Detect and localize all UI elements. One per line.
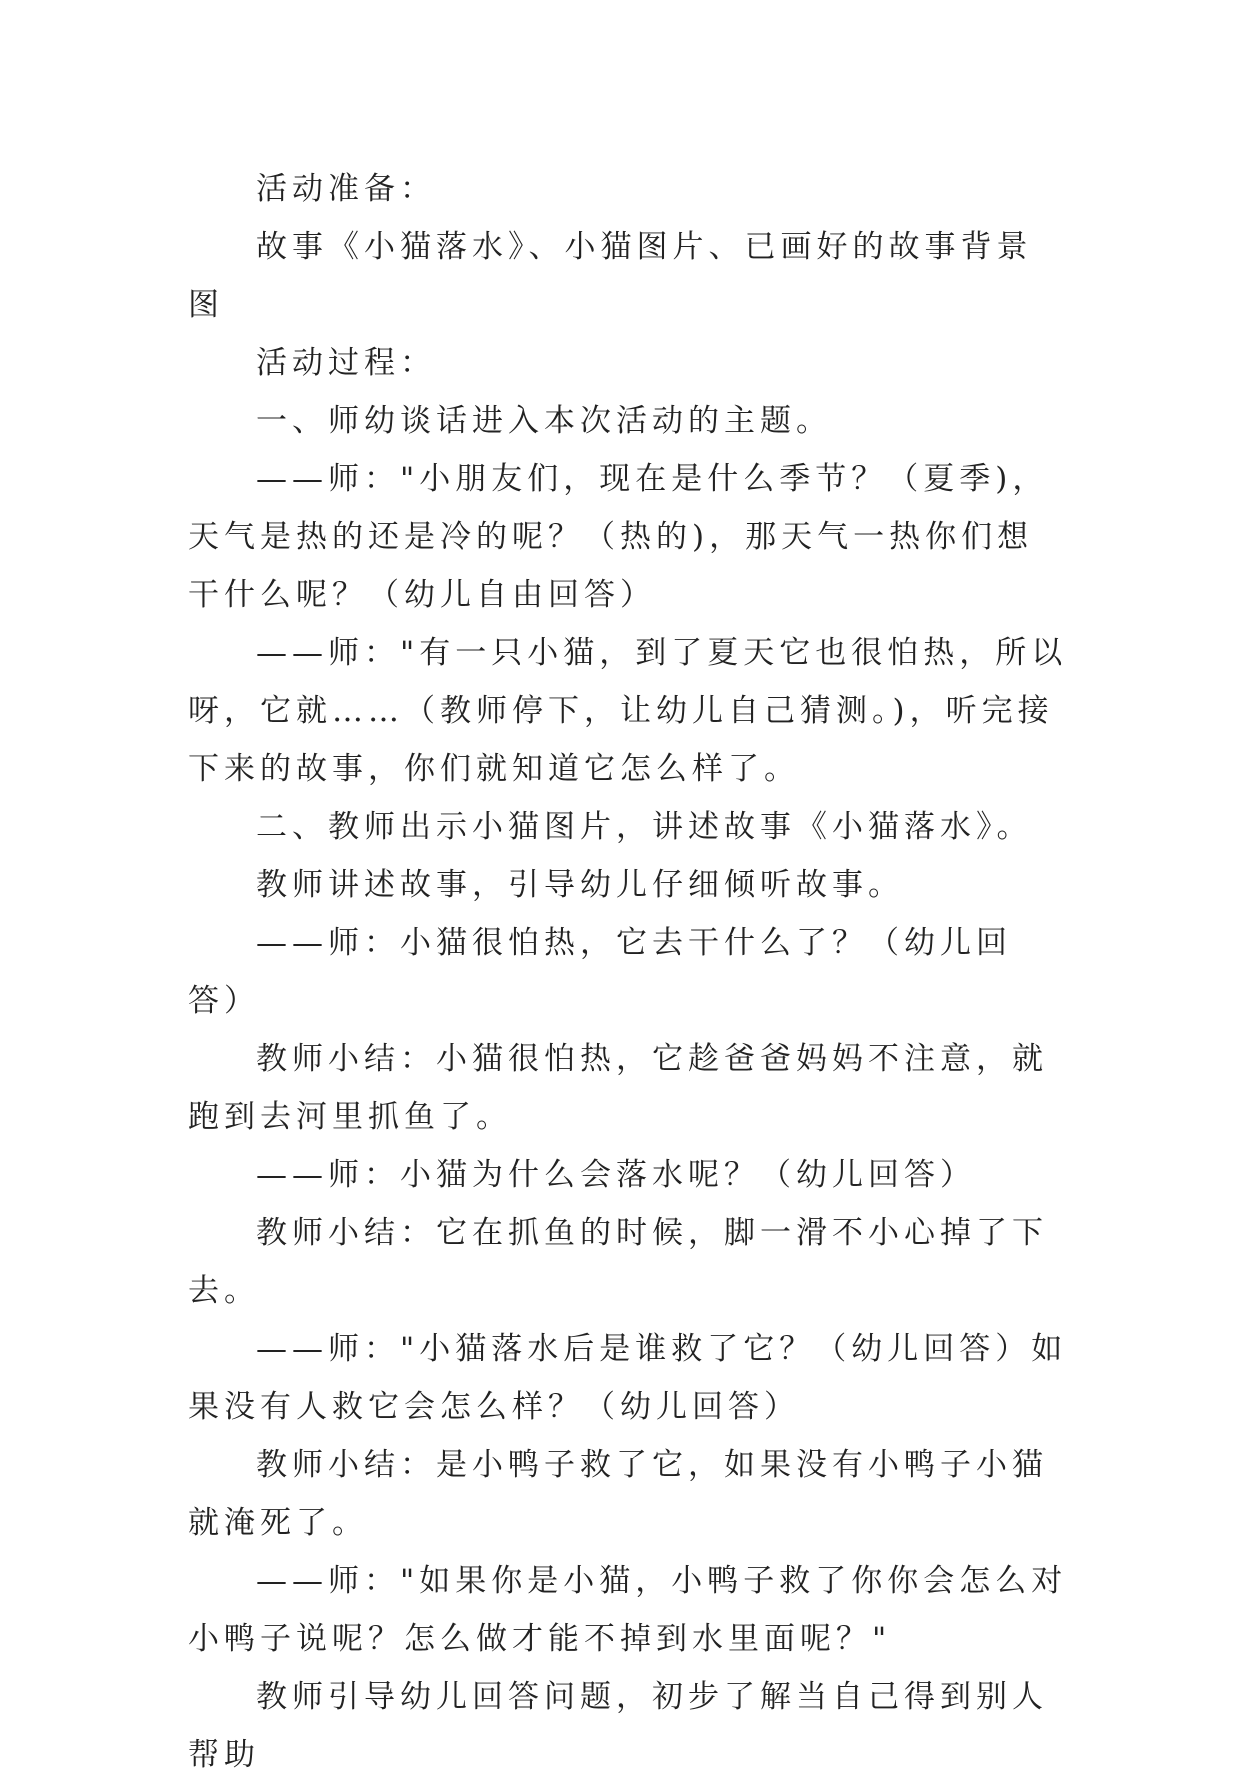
paragraph-summary-duck: 教师小结：是小鸭子救了它，如果没有小鸭子小猫就淹死了。	[188, 1447, 1048, 1541]
paragraph-question-rescue: ——师："小猫落水后是谁救了它？（幼儿回答）如果没有人救它会怎么样？（幼儿回答）	[188, 1331, 1068, 1425]
paragraph-step-one: 一、师幼谈话进入本次活动的主题。	[256, 403, 832, 439]
paragraph-storytelling: 教师讲述故事，引导幼儿仔细倾听故事。	[256, 867, 904, 903]
paragraph-question-thanks: ——师："如果你是小猫，小鸭子救了你你会怎么对小鸭子说呢？怎么做才能不掉到水里面呢？"	[188, 1563, 1068, 1657]
paragraph-dialogue-season: ——师："小朋友们，现在是什么季节？（夏季)，天气是热的还是冷的呢？（热的)，那天气一热你们想干什么呢？（幼儿自由回答）	[188, 461, 1049, 613]
paragraph-summary-fishing: 教师小结：小猫很怕热，它趁爸爸妈妈不注意，就跑到去河里抓鱼了。	[188, 1041, 1048, 1135]
paragraph-question-what: ——师：小猫很怕热，它去干什么了？（幼儿回答）	[188, 925, 1012, 1019]
document-body	[188, 160, 1068, 1784]
paragraph-preparation-heading: 活动准备：	[256, 171, 436, 207]
paragraph-question-why: ——师：小猫为什么会落水呢？（幼儿回答）	[256, 1157, 976, 1193]
paragraph-guidance: 教师引导幼儿回答问题，初步了解当自己得到别人帮助	[188, 1679, 1048, 1773]
paragraph-dialogue-cat: ——师："有一只小猫，到了夏天它也很怕热，所以呀，它就……（教师停下，让幼儿自己猜测。)，听完接下来的故事，你们就知道它怎么样了。	[188, 635, 1068, 787]
paragraph-materials: 故事《小猫落水》、小猫图片、已画好的故事背景图	[188, 229, 1033, 323]
paragraph-step-two: 二、教师出示小猫图片，讲述故事《小猫落水》。	[256, 809, 1033, 845]
paragraph-summary-slip: 教师小结：它在抓鱼的时候，脚一滑不小心掉了下去。	[188, 1215, 1048, 1309]
paragraph-process-heading: 活动过程：	[256, 345, 436, 381]
